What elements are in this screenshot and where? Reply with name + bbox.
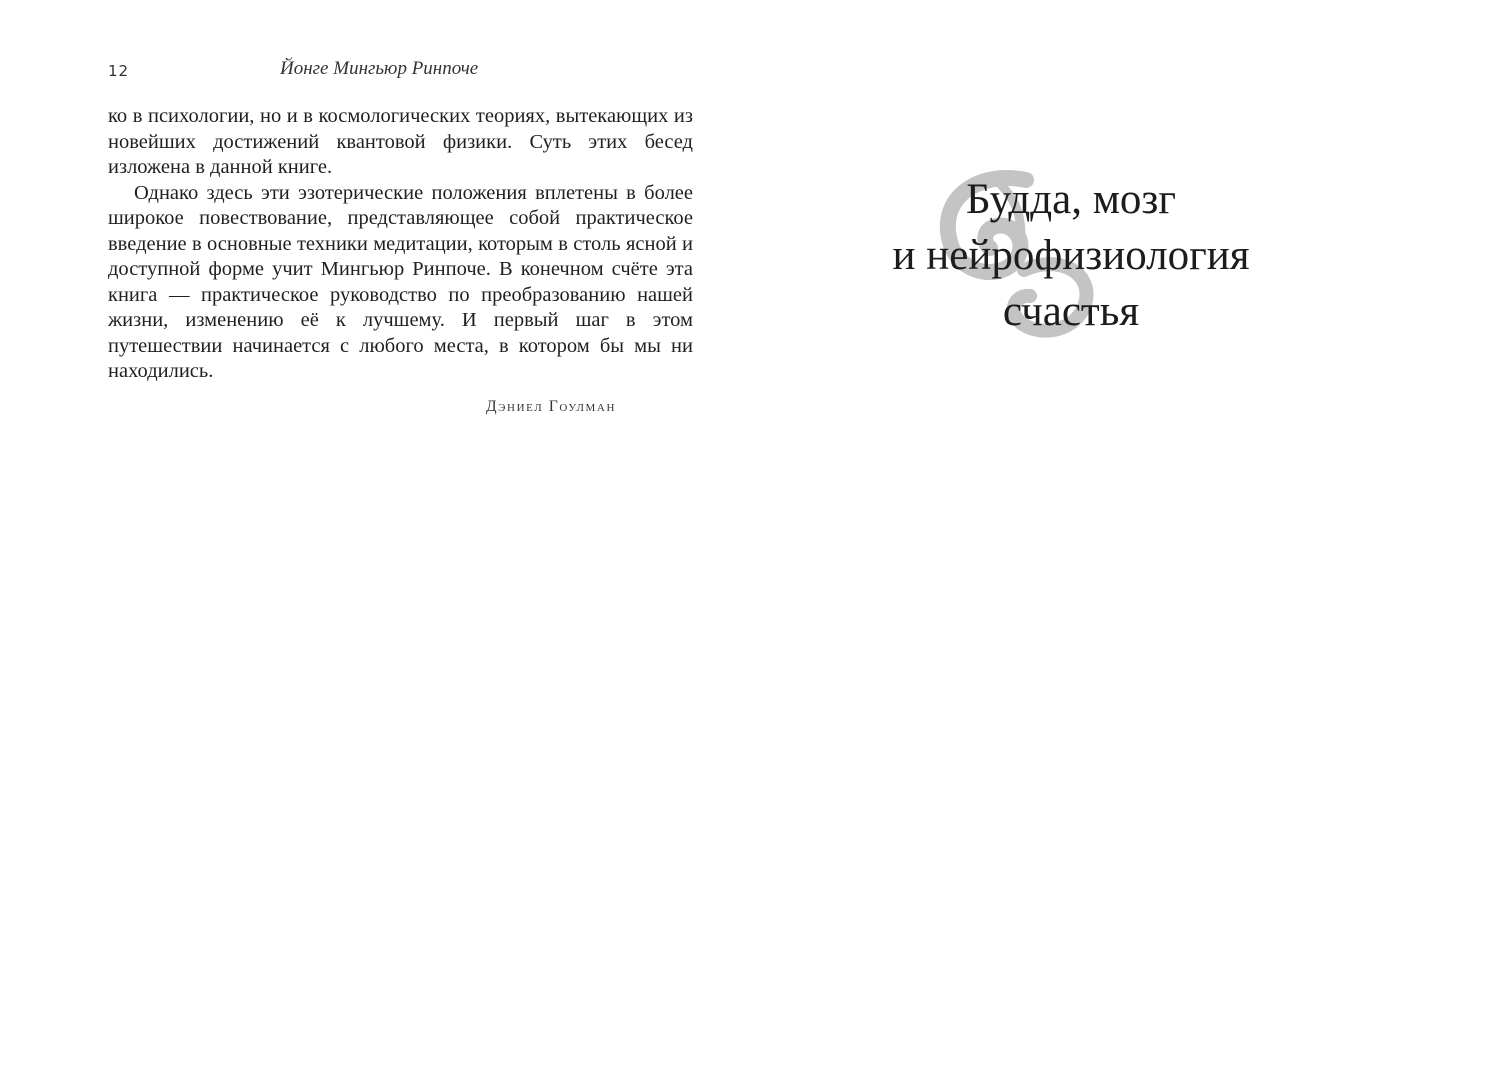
author-signature: Дэниел Гоулман	[486, 398, 616, 415]
running-title: Йонге Мингьюр Ринпоче	[280, 58, 479, 79]
chapter-title-line: Будда, мозг	[965, 176, 1177, 223]
chapter-title-line: счастья	[1002, 288, 1140, 335]
chapter-title	[756, 172, 1386, 340]
running-head	[108, 58, 693, 86]
body-text	[108, 104, 693, 385]
chapter-title-line: и нейрофизиология	[892, 232, 1250, 279]
page-number: 12	[108, 62, 130, 80]
paragraph: Однако здесь эти эзотерические положения вплетены в более широкое повествование, представляющее собой практическое введение в основные техники медитации, которым в столь ясной и доступной форме учит Мингьюр Ринпоче. В конечном счёте эта книга — практическое руководство по преобразованию нашей жизни, изменению её к лучшему. И первый шаг в этом путешествии начинается с любого места, в котором бы мы ни находились.	[108, 181, 693, 382]
right-page	[756, 0, 1512, 1080]
paragraph: ко в психологии, но и в космологических теориях, вытекающих из новейших достижений квантовой физики. Суть этих бесед изложена в данной книге.	[108, 105, 693, 178]
